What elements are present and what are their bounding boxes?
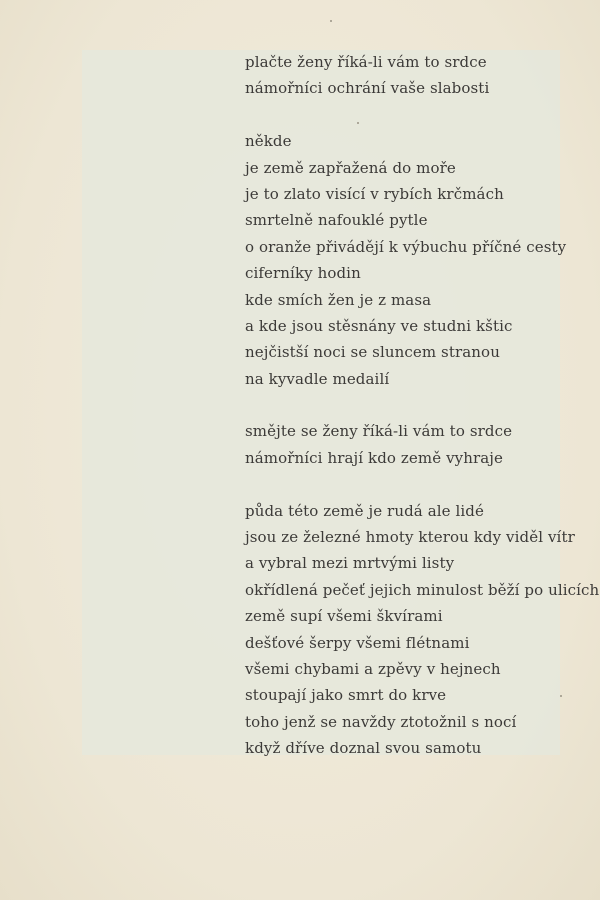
poem-line: země supí všemi škvírami <box>245 607 443 626</box>
poem-line: je to zlato visící v rybích krčmách <box>245 184 504 203</box>
poem-line: kde smích žen je z masa <box>245 290 432 309</box>
stanza <box>245 49 595 102</box>
poem-line: nejčistší noci se sluncem stranou <box>245 343 500 362</box>
poem-line: plačte ženy říká-li vám to srdce <box>245 53 487 71</box>
paper-speck <box>330 20 332 22</box>
poem-line: námořníci hrají kdo země vyhraje <box>245 448 504 467</box>
poem-line: smrtelně nafouklé pytle <box>245 211 428 230</box>
poem-line: stoupají jako smrt do krve <box>245 686 447 705</box>
poem-line: někde <box>245 132 292 151</box>
poem-line: dešťové šerpy všemi flétnami <box>245 633 470 652</box>
stanza-break <box>245 392 595 418</box>
poem-line: okřídlená pečeť jejich minulost běží po ulicích <box>245 580 600 599</box>
poem-line: o oranže přivádějí k výbuchu příčné cesty <box>245 237 567 256</box>
poem-line: a kde jsou stěsnány ve studni kštic <box>245 316 513 335</box>
poem-line: námořníci ochrání vaše slabosti <box>245 79 490 98</box>
poem-line: je země zapřažená do moře <box>245 158 456 177</box>
poem <box>245 49 600 762</box>
poem-line: všemi chybami a zpěvy v hejnech <box>245 659 501 678</box>
poem-line: na kyvadle medailí <box>245 369 390 388</box>
stanza <box>245 498 600 762</box>
poem-line: když dříve doznal svou samotu <box>245 739 482 758</box>
stanza-break <box>245 471 595 497</box>
stanza <box>245 418 595 471</box>
poem-line: půda této země je rudá ale lidé <box>245 501 484 520</box>
poem-line: jsou ze železné hmoty kterou kdy viděl vítr <box>245 528 575 547</box>
stanza-break <box>245 102 595 128</box>
poem-line: smějte se ženy říká-li vám to srdce <box>245 422 513 441</box>
stanza <box>245 128 595 392</box>
poem-line: a vybral mezi mrtvými listy <box>245 554 455 573</box>
poem-line: toho jenž se navždy ztotožnil s nocí <box>245 712 517 731</box>
poem-line: ciferníky hodin <box>245 264 361 283</box>
